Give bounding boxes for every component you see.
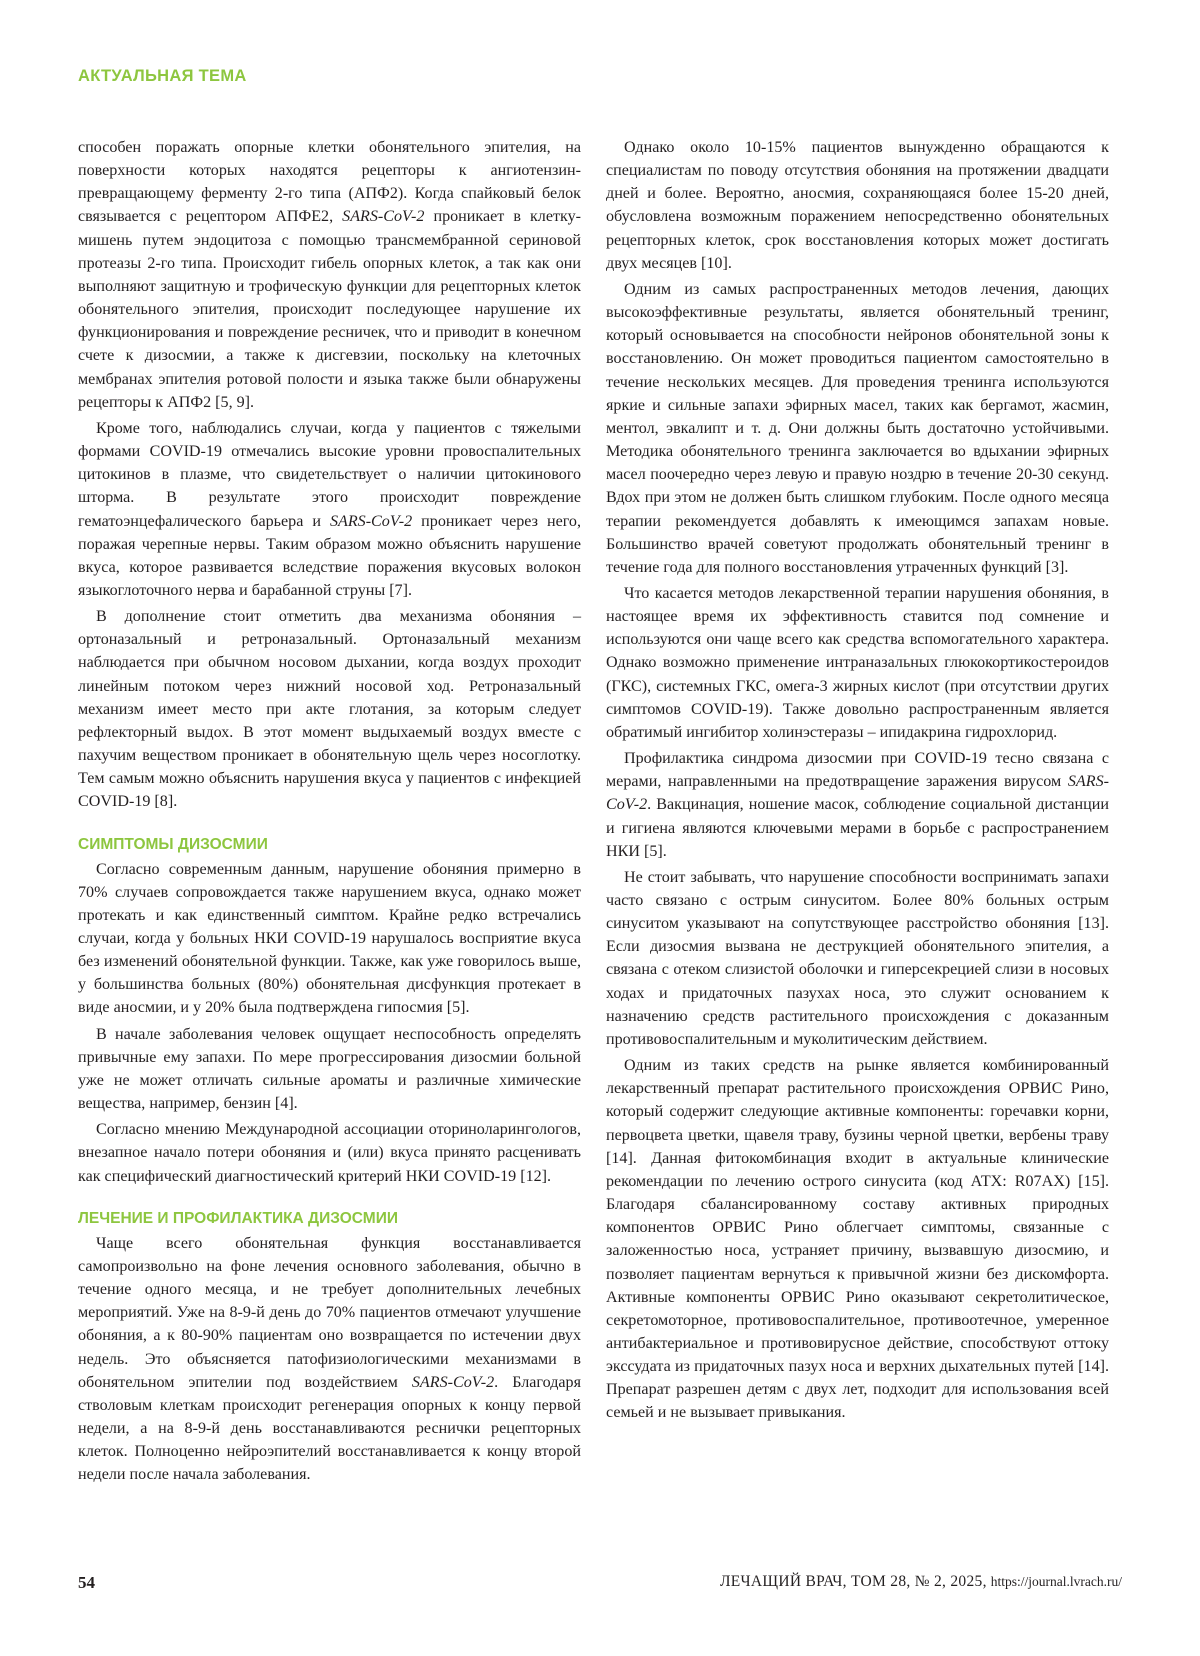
journal-info [720, 1573, 1122, 1591]
paragraph: В дополнение стоит отметить два механизма обоняния – ортоназальный и ретроназальный. Ортоназальный механизм наблюдается при обычном носовом дыхании, когда воздух проходит линейным потоком через нижний носовой ход. Ретроназальный механизм имеет место при акте глотания, за которым следует рефлекторный выдох. В этот момент выдыхаемый воздух вместе с пахучим веществом проникает в обонятельную щель через носоглотку. Тем самым можно объяснить нарушения вкуса у пациентов с инфекцией COVID-19 [8]. [78, 608, 581, 811]
virus-name: SARS-CoV-2 [342, 208, 425, 226]
virus-name: SARS-CoV-2 [606, 773, 1109, 814]
paragraph: Одним из таких средств на рынке является комбинированный лекарственный препарат растительного происхождения ОРВИС Рино, который содержит следующие активные компоненты: горечавки корни, первоцвета цветки, щавеля траву, бузины черной цветки, вербены траву [14]. Данная фитокомбинация входит в актуальные клинические рекомендации по лечению острого синусита (код АТХ: R07AX) [15]. Благодаря сбалансированному составу активных природных компонентов ОРВИС Рино облегчает симптомы, связанные с заложенностью носа, устраняет причину, вызвавшую дизосмию, и позволяет пациентам вернуться к привычной жизни без дискомфорта. Активные компоненты ОРВИС Рино оказывают секретолитическое, секретомоторное, противовоспалительное, противоотечное, умеренное антибактериальное и противовирусное действие, способствуют оттоку экссудата из придаточных пазух носа и верхних дыхательных путей [14]. Препарат разрешен детям с двух лет, подходит для использования всей семьей и не вызывает привыкания. [606, 1057, 1109, 1422]
virus-name: SARS-CoV-2 [411, 1373, 495, 1391]
paragraph: В начале заболевания человек ощущает неспособность определять привычные ему запахи. По мере прогрессирования дизосмии больной уже не может отличать сильные ароматы и различные химические вещества, например, бензин [4]. [78, 1025, 581, 1113]
left-column [78, 136, 581, 1486]
paragraph: Согласно современным данным, нарушение обоняния примерно в 70% случаев сопровождается также нарушением вкуса, однако может протекать и как единственный симптом. Крайне редко встречались случаи, когда у больных НКИ COVID-19 нарушалось восприятие вкуса без изменений обонятельной функции. Также, как уже говорилось выше, у большинства больных (80%) обонятельная дисфункция протекает в виде аносмии, и у 20% была подтверждена гипосмия [5]. [78, 860, 581, 1017]
paragraph: Профилактика синдрома дизосмии при COVID-19 тесно связана с мерами, направленными на предотвращение заражения вирусом SARS-CoV-2. Вакцинация, ношение масок, соблюдение социальной дистанции и гигиена являются ключевыми мерами в борьбе с распространением НКИ [5]. [606, 750, 1109, 860]
right-column [606, 136, 1109, 1425]
paragraph: Чаще всего обонятельная функция восстанавливается самопроизвольно на фоне лечения основного заболевания, обычно в течение одного месяца, и не требует дополнительных лечебных мероприятий. Уже на 8-9-й день до 70% пациентов отмечают улучшение обоняния, а к 80-90% пациентам оно возвращается по истечении двух недель. Это объясняется патофизиологическими механизмами в обонятельном эпителии под воздействием SARS-CoV-2. Благодаря стволовым клеткам происходит регенерация опорных к концу первой недели, а на 8-9-й день восстанавливаются реснички рецепторных клеток. Полноценно нейроэпителий восстанавливается к концу второй недели после начала заболевания. [78, 1234, 581, 1484]
paragraph: Кроме того, наблюдались случаи, когда у пациентов с тяжелыми формами COVID-19 отмечались высокие уровни провоспалительных цитокинов в плазме, что свидетельствует о наличии цитокинового шторма. В результате этого происходит повреждение гематоэнцефалического барьера и SARS-CoV-2 проникает через него, поражая черепные нервы. Таким образом можно объяснить нарушение вкуса, которое развивается вследствие поражения вкусовых волокон языкоглоточного нерва и барабанной струны [7]. [78, 419, 581, 599]
paragraph: Однако около 10-15% пациентов вынужденно обращаются к специалистам по поводу отсутствия обоняния на протяжении двадцати дней и более. Вероятно, аносмия, сохраняющаяся более 15-20 дней, обусловлена возможным поражением непосредственно обонятельных рецепторных клеток, срок восстановления которых может достигать двух месяцев [10]. [606, 139, 1109, 272]
paragraph: Не стоит забывать, что нарушение способности воспринимать запахи часто связано с острым синуситом. Более 80% больных острым синуситом указывают на сопутствующее расстройство обоняния [13]. Если дизосмия вызвана не деструкцией обонятельного эпителия, а связана с отеком слизистой оболочки и гиперсекрецией слизи в носовых ходах и придаточных пазухах носа, это служит основанием к назначению средств растительного происхождения с доказанным противовоспалительным и муколитическим действием. [606, 868, 1109, 1048]
journal-url[interactable]: https://journal.lvrach.ru/ [990, 1574, 1122, 1589]
paragraph: Согласно мнению Международной ассоциации оториноларингологов, внезапное начало потери обоняния и (или) вкуса принято расценивать как специфический диагностический критерий НКИ COVID-19 [12]. [78, 1121, 581, 1185]
journal-name: ЛЕЧАЩИЙ ВРАЧ, ТОМ 28, № 2, 2025, [719, 1573, 987, 1590]
section-rubric: АКТУАЛЬНАЯ ТЕМА [78, 67, 247, 85]
virus-name: SARS-CoV-2 [329, 512, 413, 530]
section-heading-treatment: ЛЕЧЕНИЕ И ПРОФИЛАКТИКА ДИЗОСМИИ [78, 1209, 398, 1227]
page-number: 54 [78, 1573, 95, 1592]
paragraph: Что касается методов лекарственной терапии нарушения обоняния, в настоящее время их эффективность ставится под сомнение и используются они чаще всего как средства вспомогательного характера. Однако возможно применение интраназальных глюкокортикостероидов (ГКС), системных ГКС, омега-3 жирных кислот (при отсутствии других симптомов COVID-19). Также довольно распространенным является обратимый ингибитор холинэстеразы – ипидакрина гидрохлорид. [606, 584, 1109, 741]
section-heading-symptoms: СИМПТОМЫ ДИЗОСМИИ [78, 835, 268, 853]
paragraph: способен поражать опорные клетки обонятельного эпителия, на поверхности которых находятся рецепторы к ангиотензин-превращающему ферменту 2-го типа (АПФ2). Когда спайковый белок связывается с рецептором АПФЕ2, SARS-CoV-2 проникает в клетку-мишень путем эндоцитоза с помощью трансмембранной сериновой протеазы 2-го типа. Происходит гибель опорных клеток, а так как они выполняют защитную и трофическую функции для рецепторных клеток обонятельного эпителия, происходит последующее нарушение их функционирования и повреждение ресничек, что и приводит в конечном счете к дизосмии, а также к дисгевзии, поскольку на клеточных мембранах эпителия ротовой полости и языка также были обнаружены рецепторы к АПФ2 [5, 9]. [78, 139, 581, 411]
page-footer [78, 1573, 1122, 1597]
paragraph: Одним из самых распространенных методов лечения, дающих высокоэффективные результаты, является обонятельный тренинг, который основывается на способности нейронов обонятельной зоны к восстановлению. Он может проводиться пациентом самостоятельно в течение нескольких месяцев. Для проведения тренинга используются яркие и сильные запахи эфирных масел, таких как бергамот, жасмин, ментол, эвкалипт и т. д. Они должны быть достаточно устойчивыми. Методика обонятельного тренинга заключается во вдыхании эфирных масел поочередно через левую и правую ноздрю в течение 20-30 секунд. Вдох при этом не должен быть слишком глубоким. После одного месяца терапии рекомендуется добавлять к имеющимся запахам новые. Большинство врачей советуют продолжать обонятельный тренинг в течение года для полного восстановления утраченных функций [3]. [606, 280, 1109, 576]
